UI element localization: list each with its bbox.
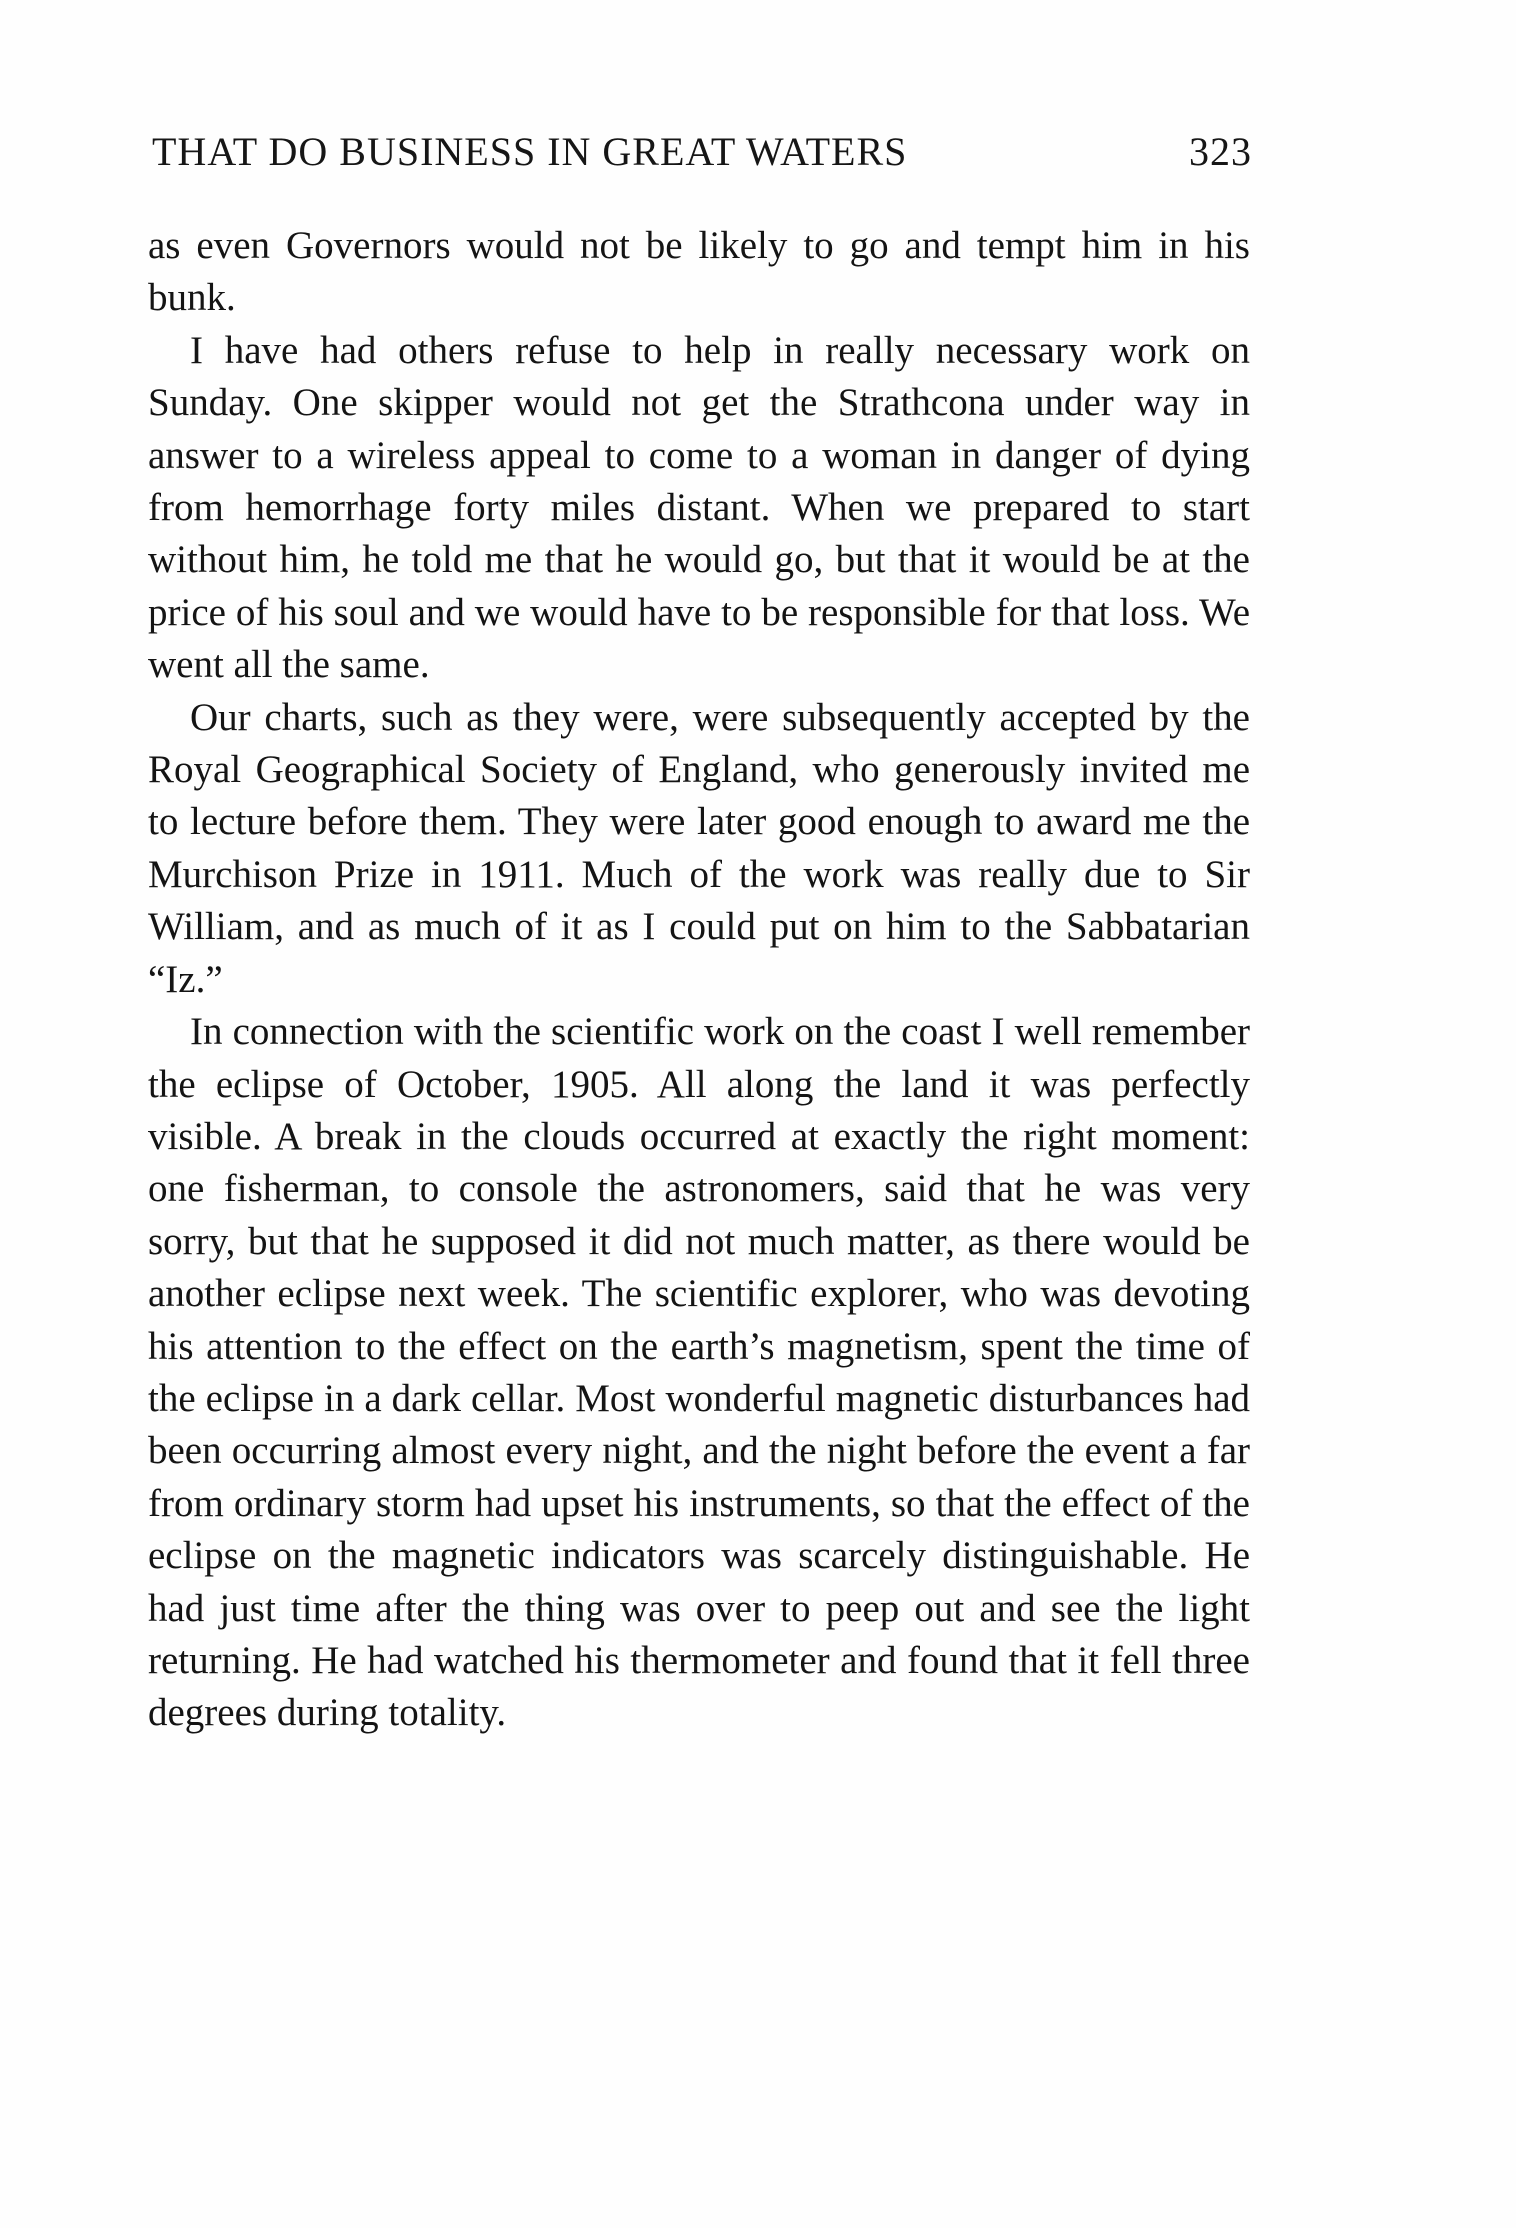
paragraph-continuation: as even Governors would not be likely to go and tempt him in his bunk. xyxy=(148,224,1250,320)
body-text xyxy=(148,220,1250,1740)
paragraph-eclipse: In connection with the scientific work on the coast I well remember the eclipse of October, 1905. All along the land it was perfectly visible. A break in the clouds occurred at exactly the right moment: one fisherman, to console the astronomers, said that he was very sorry, but that he supposed it did not much matter, as there would be another eclipse next week. The scientific explorer, who was devoting his attention to the effect on the earth’s magnetism, spent the time of the eclipse in a dark cellar. Most wonderful magnetic disturbances had been occurring almost every night, and the night before the event a far from ordinary storm had upset his instruments, so that the effect of the eclipse on the magnetic indicators was scarcely distinguishable. He had just time after the thing was over to peep out and see the light returning. He had watched his thermometer and found that it fell three degrees during totality. xyxy=(148,1010,1250,1735)
running-head xyxy=(152,128,1252,188)
page-number: 323 xyxy=(1189,129,1252,174)
paragraph-sunday-work: I have had others refuse to help in really necessary work on Sunday. One skipper would not get the Strathcona under way in answer to a wireless appeal to come to a woman in danger of dying from hemorrhage forty miles distant. When we prepared to start without him, he told me that he would go, but that it would be at the price of his soul and we would have to be responsible for that loss. We went all the same. xyxy=(148,328,1250,687)
running-title: THAT DO BUSINESS IN GREAT WATERS xyxy=(152,129,908,174)
paragraph-charts: Our charts, such as they were, were subsequently accepted by the Royal Geographical Society of England, who generously invited me to lecture before them. They were later good enough to award me the Murchison Prize in 1911. Much of the work was really due to Sir William, and as much of it as I could put on him to the Sabbatarian “Iz.” xyxy=(148,695,1250,1001)
